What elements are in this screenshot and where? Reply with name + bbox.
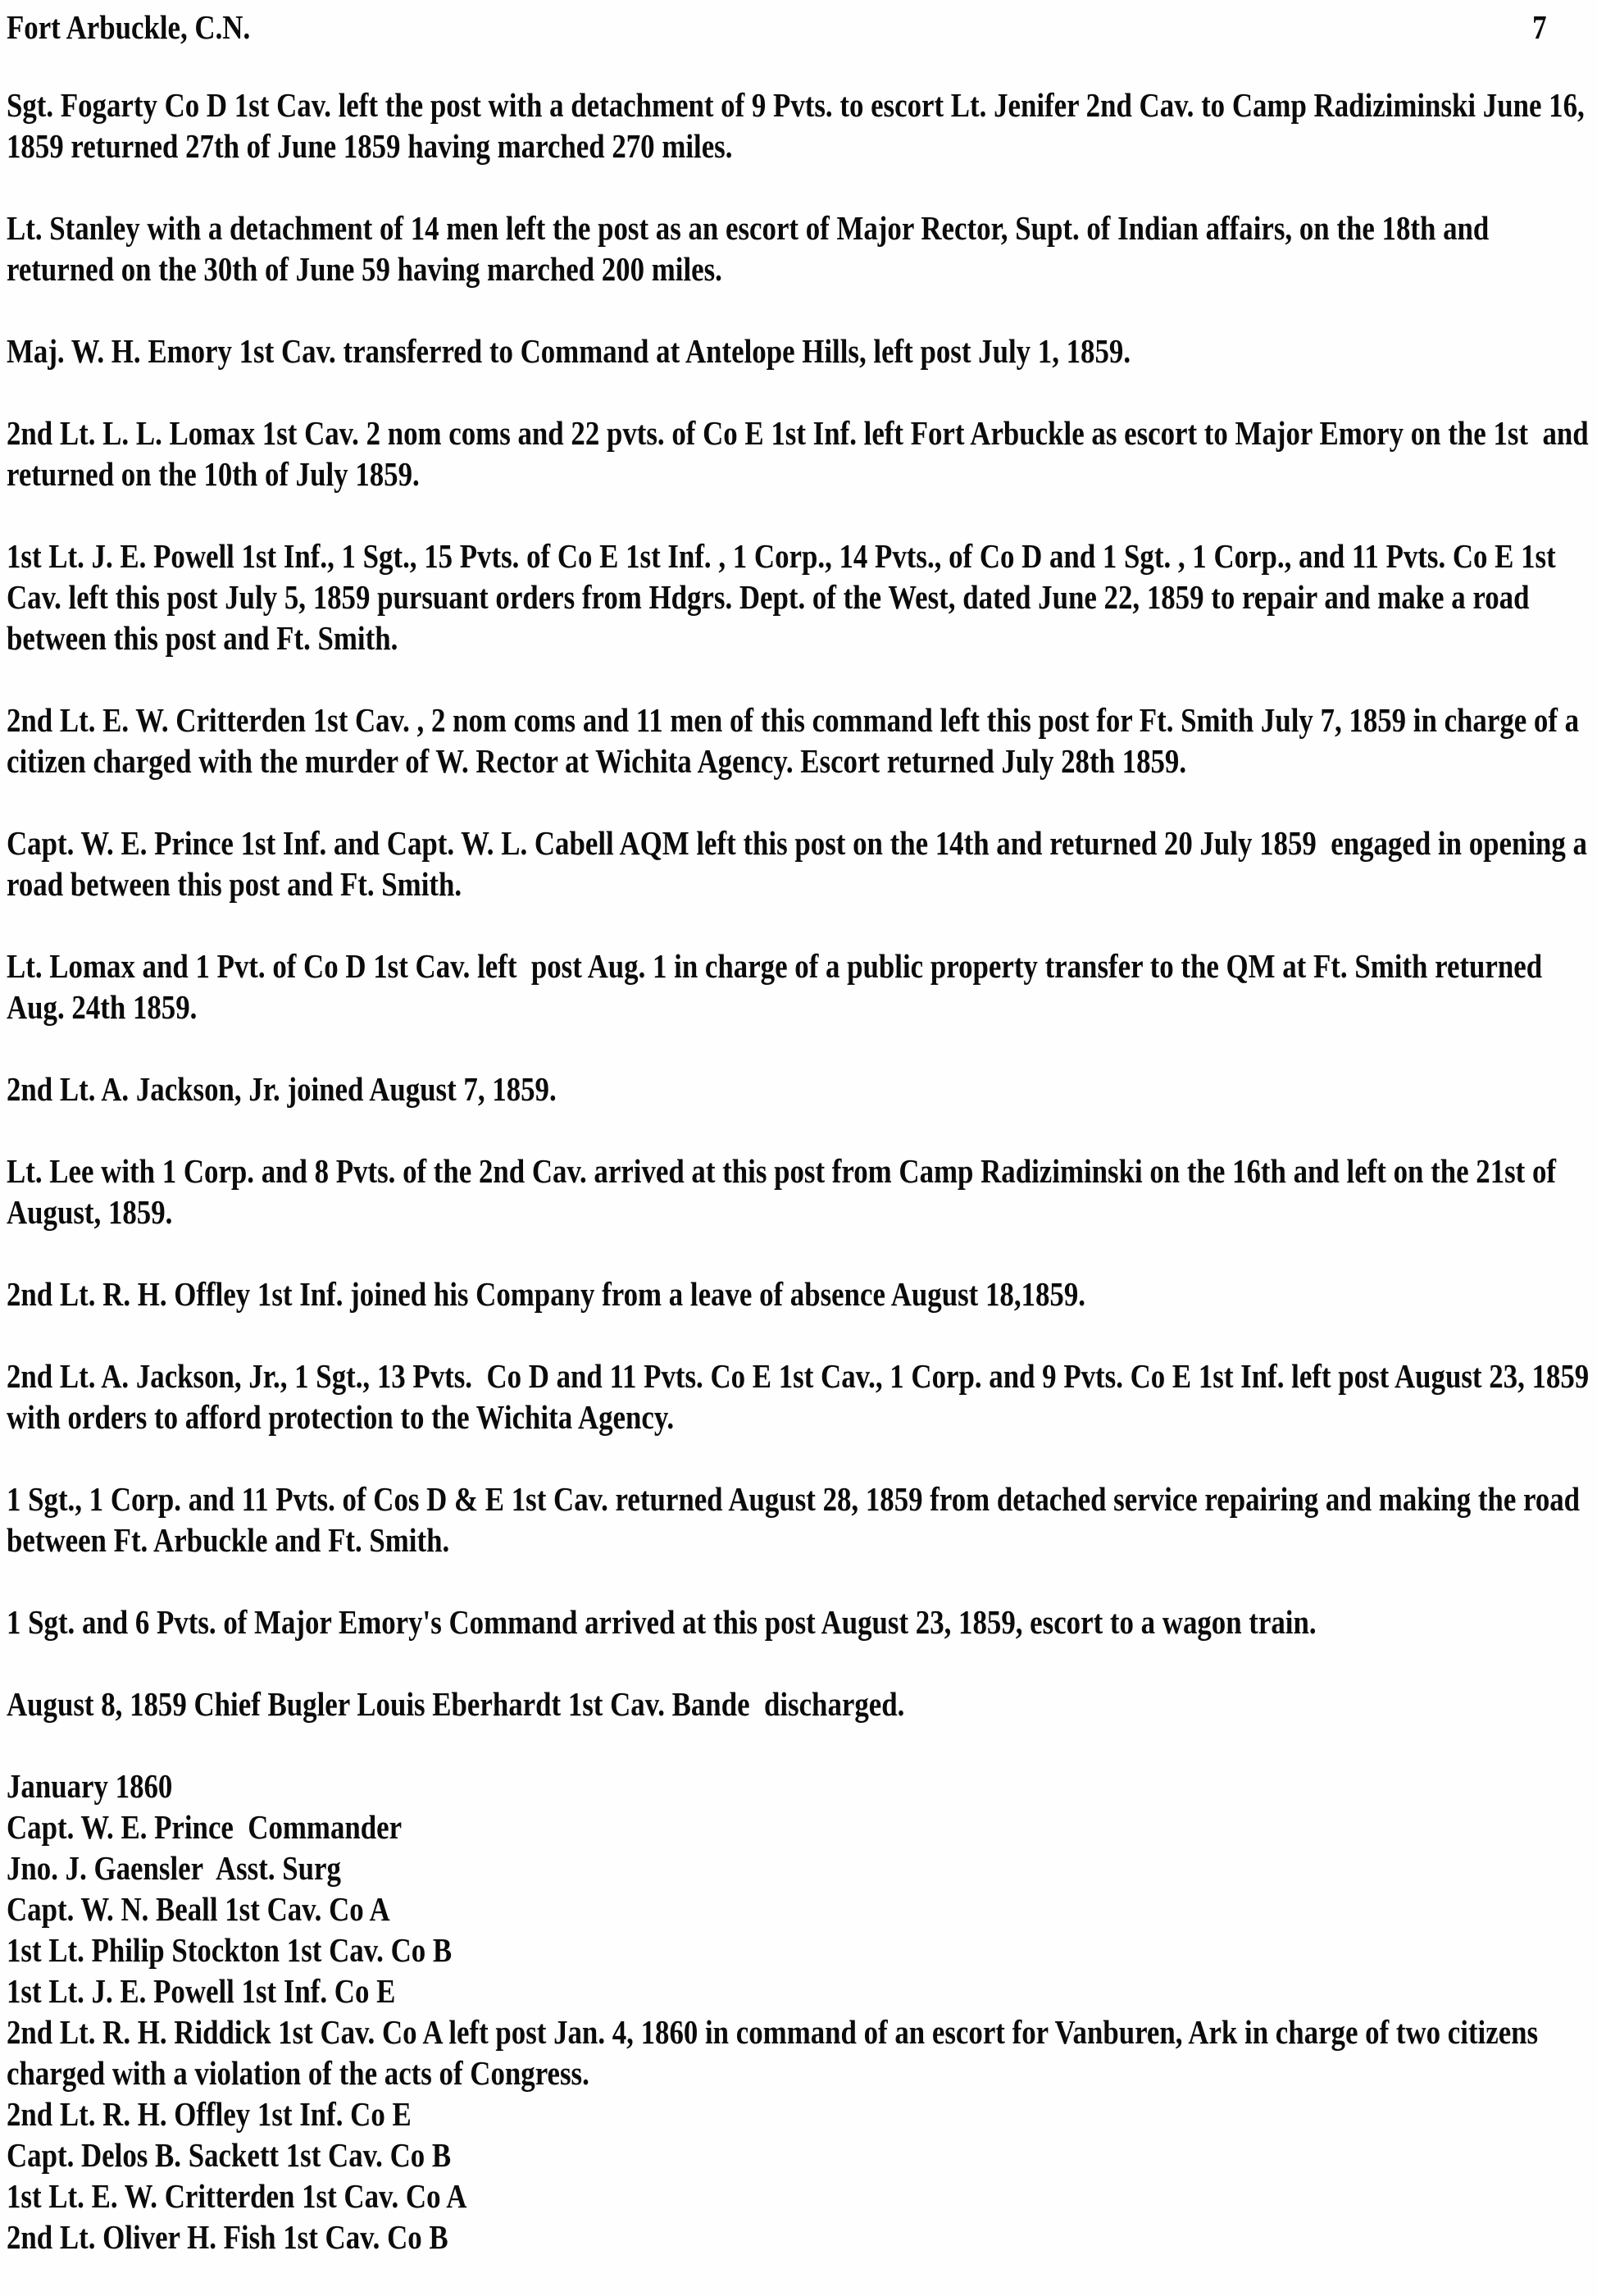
body-paragraph: Lt. Lee with 1 Corp. and 8 Pvts. of the 2nd Cav. arrived at this post from Camp Radiziminski on the 16th and left on the 21st of August, 1859. [7,1152,1562,1231]
page-number: 7 [1532,8,1547,46]
roster-line: 2nd Lt. R. H. Offley 1st Inf. Co E [7,2095,412,2133]
body-paragraph: 2nd Lt. A. Jackson, Jr. joined August 7, 1859. [7,1070,557,1108]
body-paragraph: Lt. Lomax and 1 Pvt. of Co D 1st Cav. left post Aug. 1 in charge of a public property transfer to the QM at Ft. Smith returned Aug. 24th 1859. [7,947,1548,1026]
body-paragraph: Lt. Stanley with a detachment of 14 men left the post as an escort of Major Rector, Supt. of Indian affairs, on the 18th and returned on the 30th of June 59 having marched 200 miles. [7,209,1496,288]
roster-line: Capt. Delos B. Sackett 1st Cav. Co B [7,2136,452,2174]
body-paragraph: 1 Sgt. and 6 Pvts. of Major Emory's Command arrived at this post August 23, 1859, escort to a wagon train. [7,1603,1317,1641]
body-paragraph: 2nd Lt. A. Jackson, Jr., 1 Sgt., 13 Pvts. Co D and 11 Pvts. Co E 1st Cav., 1 Corp. and 9 Pvts. Co E 1st Inf. left post August 23, 1859 with orders to afford protection to the Wichita Agency. [7,1357,1596,1436]
roster-line: 1st Lt. Philip Stockton 1st Cav. Co B [7,1931,453,1969]
roster-line: 2nd Lt. Oliver H. Fish 1st Cav. Co B [7,2218,448,2256]
roster-line: 1st Lt. J. E. Powell 1st Inf. Co E [7,1972,396,2010]
document-title: Fort Arbuckle, C.N. [7,8,251,46]
body-paragraph: 2nd Lt. E. W. Critterden 1st Cav. , 2 nom coms and 11 men of this command left this post for Ft. Smith July 7, 1859 in charge of a citizen charged with the murder of W. Rector at Wichita Agency. Escort returned July 28th 1859. [7,701,1586,780]
body-paragraph: Capt. W. E. Prince 1st Inf. and Capt. W. L. Cabell AQM left this post on the 14th and returned 20 July 1859 engaged in opening a road between this post and Ft. Smith. [7,824,1595,903]
body-paragraph: August 8, 1859 Chief Bugler Louis Eberhardt 1st Cav. Bande discharged. [7,1685,905,1723]
page-header [7,7,1595,48]
roster-line: 1st Lt. E. W. Critterden 1st Cav. Co A [7,2177,467,2215]
roster-heading: January 1860 [7,1767,173,1805]
body-paragraph: 2nd Lt. R. H. Offley 1st Inf. joined his Company from a leave of absence August 18,1859. [7,1275,1085,1313]
body-paragraph: Maj. W. H. Emory 1st Cav. transferred to Command at Antelope Hills, left post July 1, 1859. [7,332,1131,370]
roster-line: 2nd Lt. R. H. Riddick 1st Cav. Co A left post Jan. 4, 1860 in command of an escort for Vanburen, Ark in charge of two citizens charged with a violation of the acts of Congress. [7,2013,1545,2092]
roster-line: Jno. J. Gaensler Asst. Surg [7,1849,341,1887]
body-paragraph: 2nd Lt. L. L. Lomax 1st Cav. 2 nom coms and 22 pvts. of Co E 1st Inf. left Fort Arbuckle as escort to Major Emory on the 1st and returned on the 10th of July 1859. [7,414,1596,493]
body-paragraph: 1 Sgt., 1 Corp. and 11 Pvts. of Cos D & E 1st Cav. returned August 28, 1859 from detached service repairing and making the road between Ft. Arbuckle and Ft. Smith. [7,1480,1587,1559]
body-paragraph: Sgt. Fogarty Co D 1st Cav. left the post with a detachment of 9 Pvts. to escort Lt. Jenifer 2nd Cav. to Camp Radiziminski June 16, 1859 returned 27th of June 1859 having marched 270 miles. [7,86,1592,165]
roster-section [7,1765,1595,2257]
roster-line: Capt. W. N. Beall 1st Cav. Co A [7,1890,390,1928]
body-paragraph: 1st Lt. J. E. Powell 1st Inf., 1 Sgt., 15 Pvts. of Co E 1st Inf. , 1 Corp., 14 Pvts., of Co D and 1 Sgt. , 1 Corp., and 11 Pvts. Co E 1st Cav. left this post July 5, 1859 pursuant orders from Hdgrs. Dept. of the West, dated June 22, 1859 to repair and make a road between this post and Ft. Smith. [7,537,1563,657]
roster-line: Capt. W. E. Prince Commander [7,1808,403,1846]
document-content [7,7,1595,2257]
